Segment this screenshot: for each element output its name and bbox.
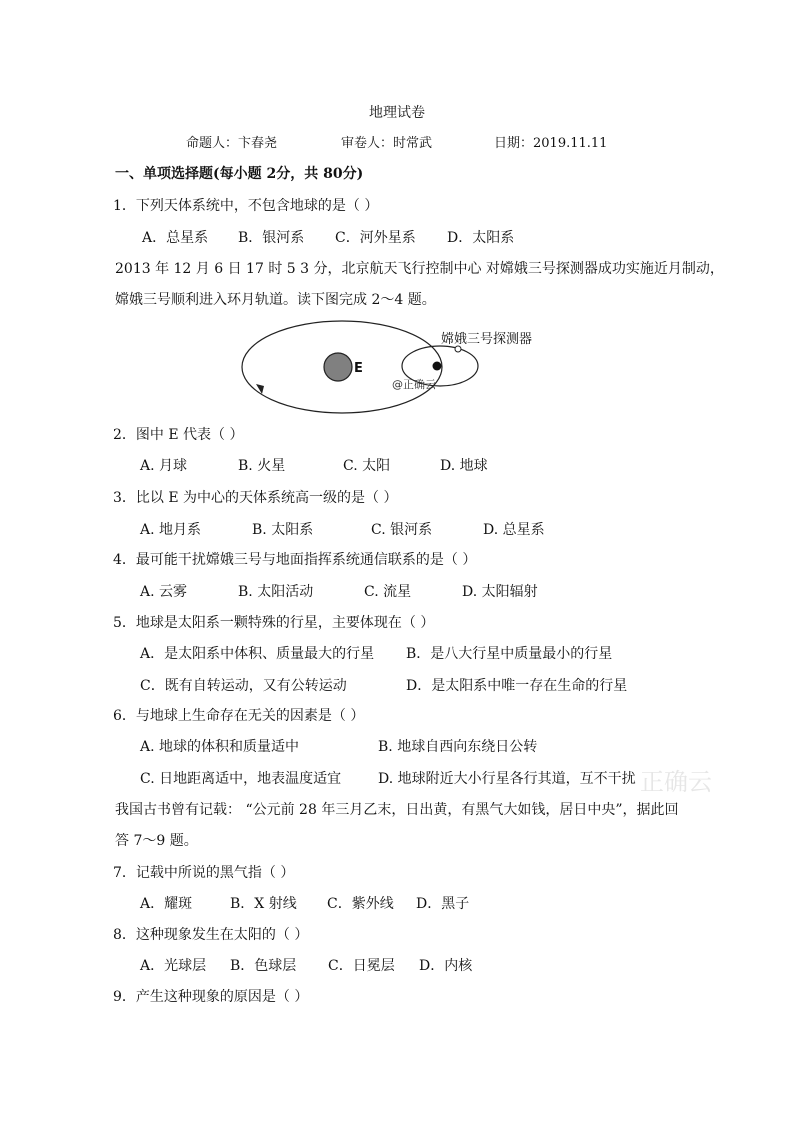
question-3-option-a[interactable]: A. 地月系 — [140, 522, 202, 538]
question-8-option-b[interactable]: B．色球层 — [230, 958, 297, 974]
question-4-option-d[interactable]: D. 太阳辐射 — [462, 584, 538, 600]
question-4-option-c[interactable]: C. 流星 — [364, 584, 412, 600]
question-3-stem: 3．比以 E 为中心的天体系统高一级的是（ ） — [113, 490, 398, 506]
author-label: 命题人：卞春尧 — [186, 136, 278, 151]
question-7-option-a[interactable]: A．耀斑 — [140, 896, 193, 912]
orbit-diagram — [240, 318, 540, 418]
question-4-option-a[interactable]: A. 云雾 — [140, 584, 188, 600]
section-heading: 一、单项选择题(每小题 2分，共 80分) — [115, 166, 364, 182]
question-2-option-b[interactable]: B. 火星 — [238, 458, 286, 474]
question-7-option-d[interactable]: D．黑子 — [416, 896, 470, 912]
question-1-option-b[interactable]: B．银河系 — [238, 230, 305, 246]
question-6-option-d[interactable]: D. 地球附近大小行星各行其道，互不干扰 — [378, 771, 636, 787]
passage-1-line-2: 嫦娥三号顺利进入环月轨道。读下图完成 2～4 题。 — [115, 292, 436, 308]
page-title: 地理试卷 — [369, 105, 425, 121]
question-1-stem: 1．下列天体系统中，不包含地球的是（ ） — [113, 198, 379, 214]
passage-2-line-2: 答 7～9 题。 — [115, 833, 198, 849]
question-3-option-c[interactable]: C. 银河系 — [371, 522, 433, 538]
question-4-option-b[interactable]: B. 太阳活动 — [238, 584, 314, 600]
diagram-watermark: @正确云 — [392, 378, 436, 391]
question-2-option-c[interactable]: C. 太阳 — [343, 458, 391, 474]
question-6-option-c[interactable]: C. 日地距离适中，地表温度适宜 — [140, 771, 342, 787]
question-6-option-b[interactable]: B. 地球自西向东绕日公转 — [378, 739, 538, 755]
question-5-option-d[interactable]: D．是太阳系中唯一存在生命的行星 — [406, 678, 628, 694]
moon-dot — [433, 362, 442, 371]
question-2-option-a[interactable]: A. 月球 — [140, 458, 188, 474]
reviewer-label: 审卷人：时常武 — [341, 136, 433, 151]
question-7-stem: 7．记载中所说的黑气指（ ） — [113, 865, 295, 881]
question-1-option-a[interactable]: A．总星系 — [142, 230, 209, 246]
passage-1-line-1: 2013 年 12 月 6 日 17 时 5 3 分，北京航天飞行控制中心 对嫦娥三号探测器成功实施近月制动， — [115, 261, 724, 277]
question-1-option-d[interactable]: D．太阳系 — [447, 230, 515, 246]
question-6-stem: 6．与地球上生命存在无关的因素是（ ） — [113, 708, 365, 724]
question-4-stem: 4．最可能干扰嫦娥三号与地面指挥系统通信联系的是（ ） — [113, 552, 477, 568]
question-2-stem: 2．图中 E 代表（ ） — [113, 427, 244, 443]
question-8-option-c[interactable]: C．日冕层 — [328, 958, 395, 974]
date-label: 日期：2019.11.11 — [494, 136, 608, 151]
question-7-option-c[interactable]: C．紫外线 — [327, 896, 394, 912]
probe-label: 嫦娥三号探测器 — [441, 332, 533, 347]
question-2-option-d[interactable]: D. 地球 — [440, 458, 488, 474]
question-5-option-b[interactable]: B．是八大行星中质量最小的行星 — [406, 646, 613, 662]
orbit-arrow-icon — [256, 384, 264, 394]
center-label: E — [354, 361, 363, 376]
question-3-option-d[interactable]: D. 总星系 — [483, 522, 545, 538]
question-6-option-a[interactable]: A. 地球的体积和质量适中 — [140, 739, 300, 755]
question-8-stem: 8．这种现象发生在太阳的（ ） — [113, 927, 309, 943]
question-5-stem: 5．地球是太阳系一颗特殊的行星，主要体现在（ ） — [113, 615, 435, 631]
page-watermark: 正确云 — [640, 768, 712, 796]
question-8-option-a[interactable]: A．光球层 — [140, 958, 207, 974]
question-1-option-c[interactable]: C．河外星系 — [335, 230, 416, 246]
central-body-e — [324, 353, 352, 381]
question-3-option-b[interactable]: B. 太阳系 — [252, 522, 314, 538]
question-7-option-b[interactable]: B．X 射线 — [230, 896, 297, 912]
question-9-stem: 9．产生这种现象的原因是（ ） — [113, 989, 309, 1005]
question-5-option-a[interactable]: A．是太阳系中体积、质量最大的行星 — [140, 646, 375, 662]
question-5-option-c[interactable]: C．既有自转运动，又有公转运动 — [140, 678, 347, 694]
question-8-option-d[interactable]: D．内核 — [419, 958, 473, 974]
passage-2-line-1: 我国古书曾有记载： “公元前 28 年三月乙末，日出黄，有黑气大如钱，居日中央”，据此回 — [115, 802, 679, 818]
